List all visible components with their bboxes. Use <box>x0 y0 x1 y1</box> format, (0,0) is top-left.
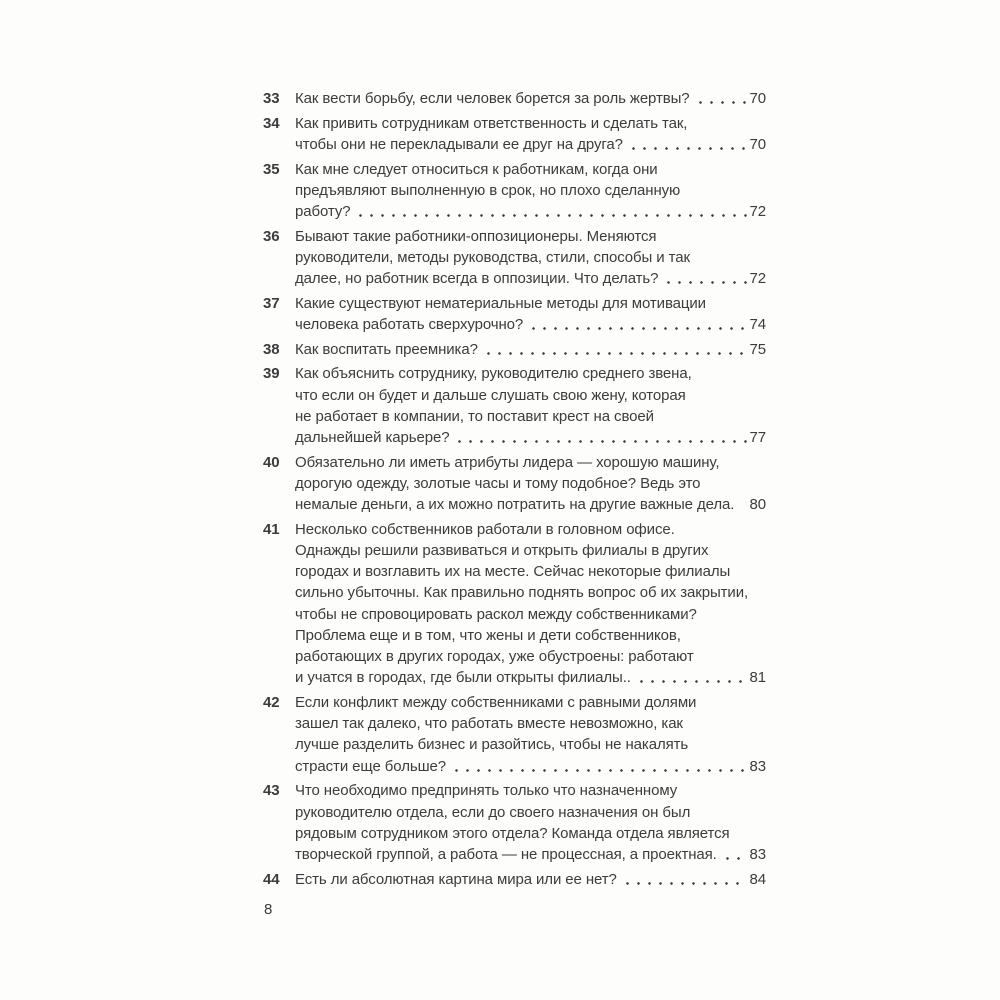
toc-entry <box>263 363 766 448</box>
toc-entry-line: Несколько собственников работали в головном офисе. <box>295 520 675 538</box>
dot-leader <box>626 134 747 155</box>
dot-leader <box>720 844 747 865</box>
toc-entry-line: Как объяснить сотруднику, руководителю среднего звена, <box>295 365 692 383</box>
toc-entry-last-line <box>295 756 766 777</box>
dot-leader <box>353 201 746 222</box>
toc-entry <box>263 452 766 516</box>
toc-entry-page-ref: 83 <box>749 845 766 863</box>
toc-entry-line: работающих в других городах, уже обустроены: работают <box>295 648 694 666</box>
toc-entry-page-ref: 83 <box>749 757 766 775</box>
toc-entry-body <box>295 692 766 777</box>
toc-entry-page-ref: 70 <box>749 90 766 107</box>
toc-entry-line: чтобы не спровоцировать раскол между собственниками? <box>295 605 697 623</box>
toc-entry-text: Как воспитать преемника? <box>295 340 478 358</box>
dot-leader <box>449 756 747 777</box>
toc-entry-line: не работает в компании, то поставит крест на своей <box>295 407 654 425</box>
toc-entry-page-ref: 81 <box>749 669 766 687</box>
toc-entry-line: Если конфликт между собственниками с равными долями <box>295 693 697 711</box>
toc-entry-body <box>295 226 766 290</box>
dot-leader <box>526 314 746 335</box>
toc-entry-text: далее, но работник всегда в оппозиции. Что делать? <box>295 270 659 288</box>
toc-entry-body <box>295 88 766 109</box>
toc-entry <box>263 339 766 360</box>
toc-entry <box>263 113 766 155</box>
toc-entry-body <box>295 869 766 890</box>
toc-entry-number: 38 <box>263 340 280 358</box>
toc-entry-number: 35 <box>263 160 280 178</box>
toc-entry-body <box>295 339 766 360</box>
toc-entry <box>263 293 766 335</box>
toc-entry-line: Как мне следует относиться к работникам, когда они <box>295 160 658 178</box>
toc-entry-line: рядовым сотрудником этого отдела? Команда отдела является <box>295 824 730 842</box>
toc-entry-page-ref: 84 <box>749 870 766 888</box>
toc-entry-last-line <box>295 494 766 515</box>
toc-entry-page-ref: 77 <box>749 429 766 447</box>
toc-entry-text: человека работать сверхурочно? <box>295 316 524 334</box>
toc-entry-page-ref: 70 <box>749 135 766 153</box>
toc-entry-text: работу? <box>295 203 351 221</box>
toc-entry-text: чтобы они не перекладывали ее друг на друга? <box>295 135 623 153</box>
toc-entry-line: Обязательно ли иметь атрибуты лидера — хорошую машину, <box>295 453 720 471</box>
dot-leader <box>620 869 747 890</box>
toc-entry-line: предъявляют выполненную в срок, но плохо сделанную <box>295 181 681 199</box>
toc-entry-line: дорогую одежду, золотые часы и тому подобное? Ведь это <box>295 474 701 492</box>
toc-entry-line: Какие существуют нематериальные методы для мотивации <box>295 294 706 312</box>
toc-entry-line: что если он будет и дальше слушать свою жену, которая <box>295 386 686 404</box>
toc-entry-page-ref: 72 <box>749 270 766 288</box>
toc-entry-last-line <box>295 201 766 222</box>
toc-entry-line: Однажды решили развиваться и открыть филиалы в других <box>295 542 709 560</box>
toc-entry-last-line <box>295 134 766 155</box>
toc-entry-line: зашел так далеко, что работать вместе невозможно, как <box>295 715 683 733</box>
dot-leader <box>737 494 746 515</box>
toc-entry <box>263 869 766 890</box>
toc-entry-body <box>295 159 766 223</box>
toc-entry-line: Бывают такие работники-оппозиционеры. Меняются <box>295 227 657 245</box>
toc-entry-page-ref: 75 <box>749 340 766 358</box>
dot-leader <box>634 667 747 688</box>
toc-entry <box>263 780 766 865</box>
toc-entry-page-ref: 74 <box>749 316 766 334</box>
toc-entry <box>263 88 766 109</box>
toc-entry-number: 36 <box>263 227 280 245</box>
toc-entry-body <box>295 452 766 516</box>
toc-entry <box>263 159 766 223</box>
page-number: 8 <box>264 901 273 918</box>
toc-entry-text: творческой группой, а работа — не процессная, а проектная. <box>295 845 717 863</box>
toc-entry-number: 39 <box>263 365 280 383</box>
toc-entry-last-line <box>295 667 766 688</box>
toc-entry-number: 40 <box>263 453 280 471</box>
toc-entry-number: 44 <box>263 870 280 888</box>
toc-entry-body <box>295 293 766 335</box>
toc-entry-text: Есть ли абсолютная картина мира или ее нет? <box>295 870 617 888</box>
toc-entry <box>263 519 766 689</box>
toc-entry-number: 34 <box>263 114 280 132</box>
toc-entry-number: 37 <box>263 294 280 312</box>
toc-entry <box>263 226 766 290</box>
toc-entry-text: и учатся в городах, где были открыты филиалы.. <box>295 669 631 687</box>
toc-entry-text: Как вести борьбу, если человек борется за роль жертвы? <box>295 90 690 107</box>
toc-entry-line: лучше разделить бизнес и разойтись, чтобы не накалять <box>295 736 689 754</box>
toc-entries <box>263 88 766 890</box>
toc-entry-number: 42 <box>263 693 280 711</box>
toc-entry-last-line <box>295 339 766 360</box>
toc-entry-last-line <box>295 88 766 109</box>
toc-entry-text: немалые деньги, а их можно потратить на другие важные дела. <box>295 496 735 514</box>
toc-entry-line: руководителю отдела, если до своего назначения он был <box>295 803 691 821</box>
toc-entry-body <box>295 363 766 448</box>
toc-entry-body <box>295 780 766 865</box>
toc-entry-line: Проблема еще и в том, что жены и дети собственников, <box>295 626 681 644</box>
toc-entry-last-line <box>295 844 766 865</box>
toc-entry-last-line <box>295 869 766 890</box>
toc-entry-body <box>295 113 766 155</box>
toc-entry-line: Что необходимо предпринять только что назначенному <box>295 782 678 800</box>
toc-entry-number: 41 <box>263 520 280 538</box>
toc-entry-text: страсти еще больше? <box>295 757 446 775</box>
toc-entry-number: 33 <box>263 90 280 107</box>
toc-entry-line: сильно убыточны. Как правильно поднять вопрос об их закрытии, <box>295 584 749 602</box>
dot-leader <box>693 88 747 109</box>
toc-entry-last-line <box>295 427 766 448</box>
table-of-contents <box>263 88 766 893</box>
dot-leader <box>481 339 747 360</box>
toc-entry-number: 43 <box>263 782 280 800</box>
dot-leader <box>661 268 746 289</box>
toc-entry-line: руководители, методы руководства, стили, способы и так <box>295 248 690 266</box>
toc-entry-page-ref: 72 <box>749 203 766 221</box>
toc-entry-last-line <box>295 268 766 289</box>
toc-entry-last-line <box>295 314 766 335</box>
toc-entry-line: Как привить сотрудникам ответственность и сделать так, <box>295 114 688 132</box>
toc-entry-page-ref: 80 <box>749 496 766 514</box>
toc-entry <box>263 692 766 777</box>
toc-entry-text: дальнейшей карьере? <box>295 429 450 447</box>
toc-entry-line: городах и возглавить их на месте. Сейчас некоторые филиалы <box>295 563 731 581</box>
dot-leader <box>452 427 746 448</box>
toc-entry-body <box>295 519 766 689</box>
